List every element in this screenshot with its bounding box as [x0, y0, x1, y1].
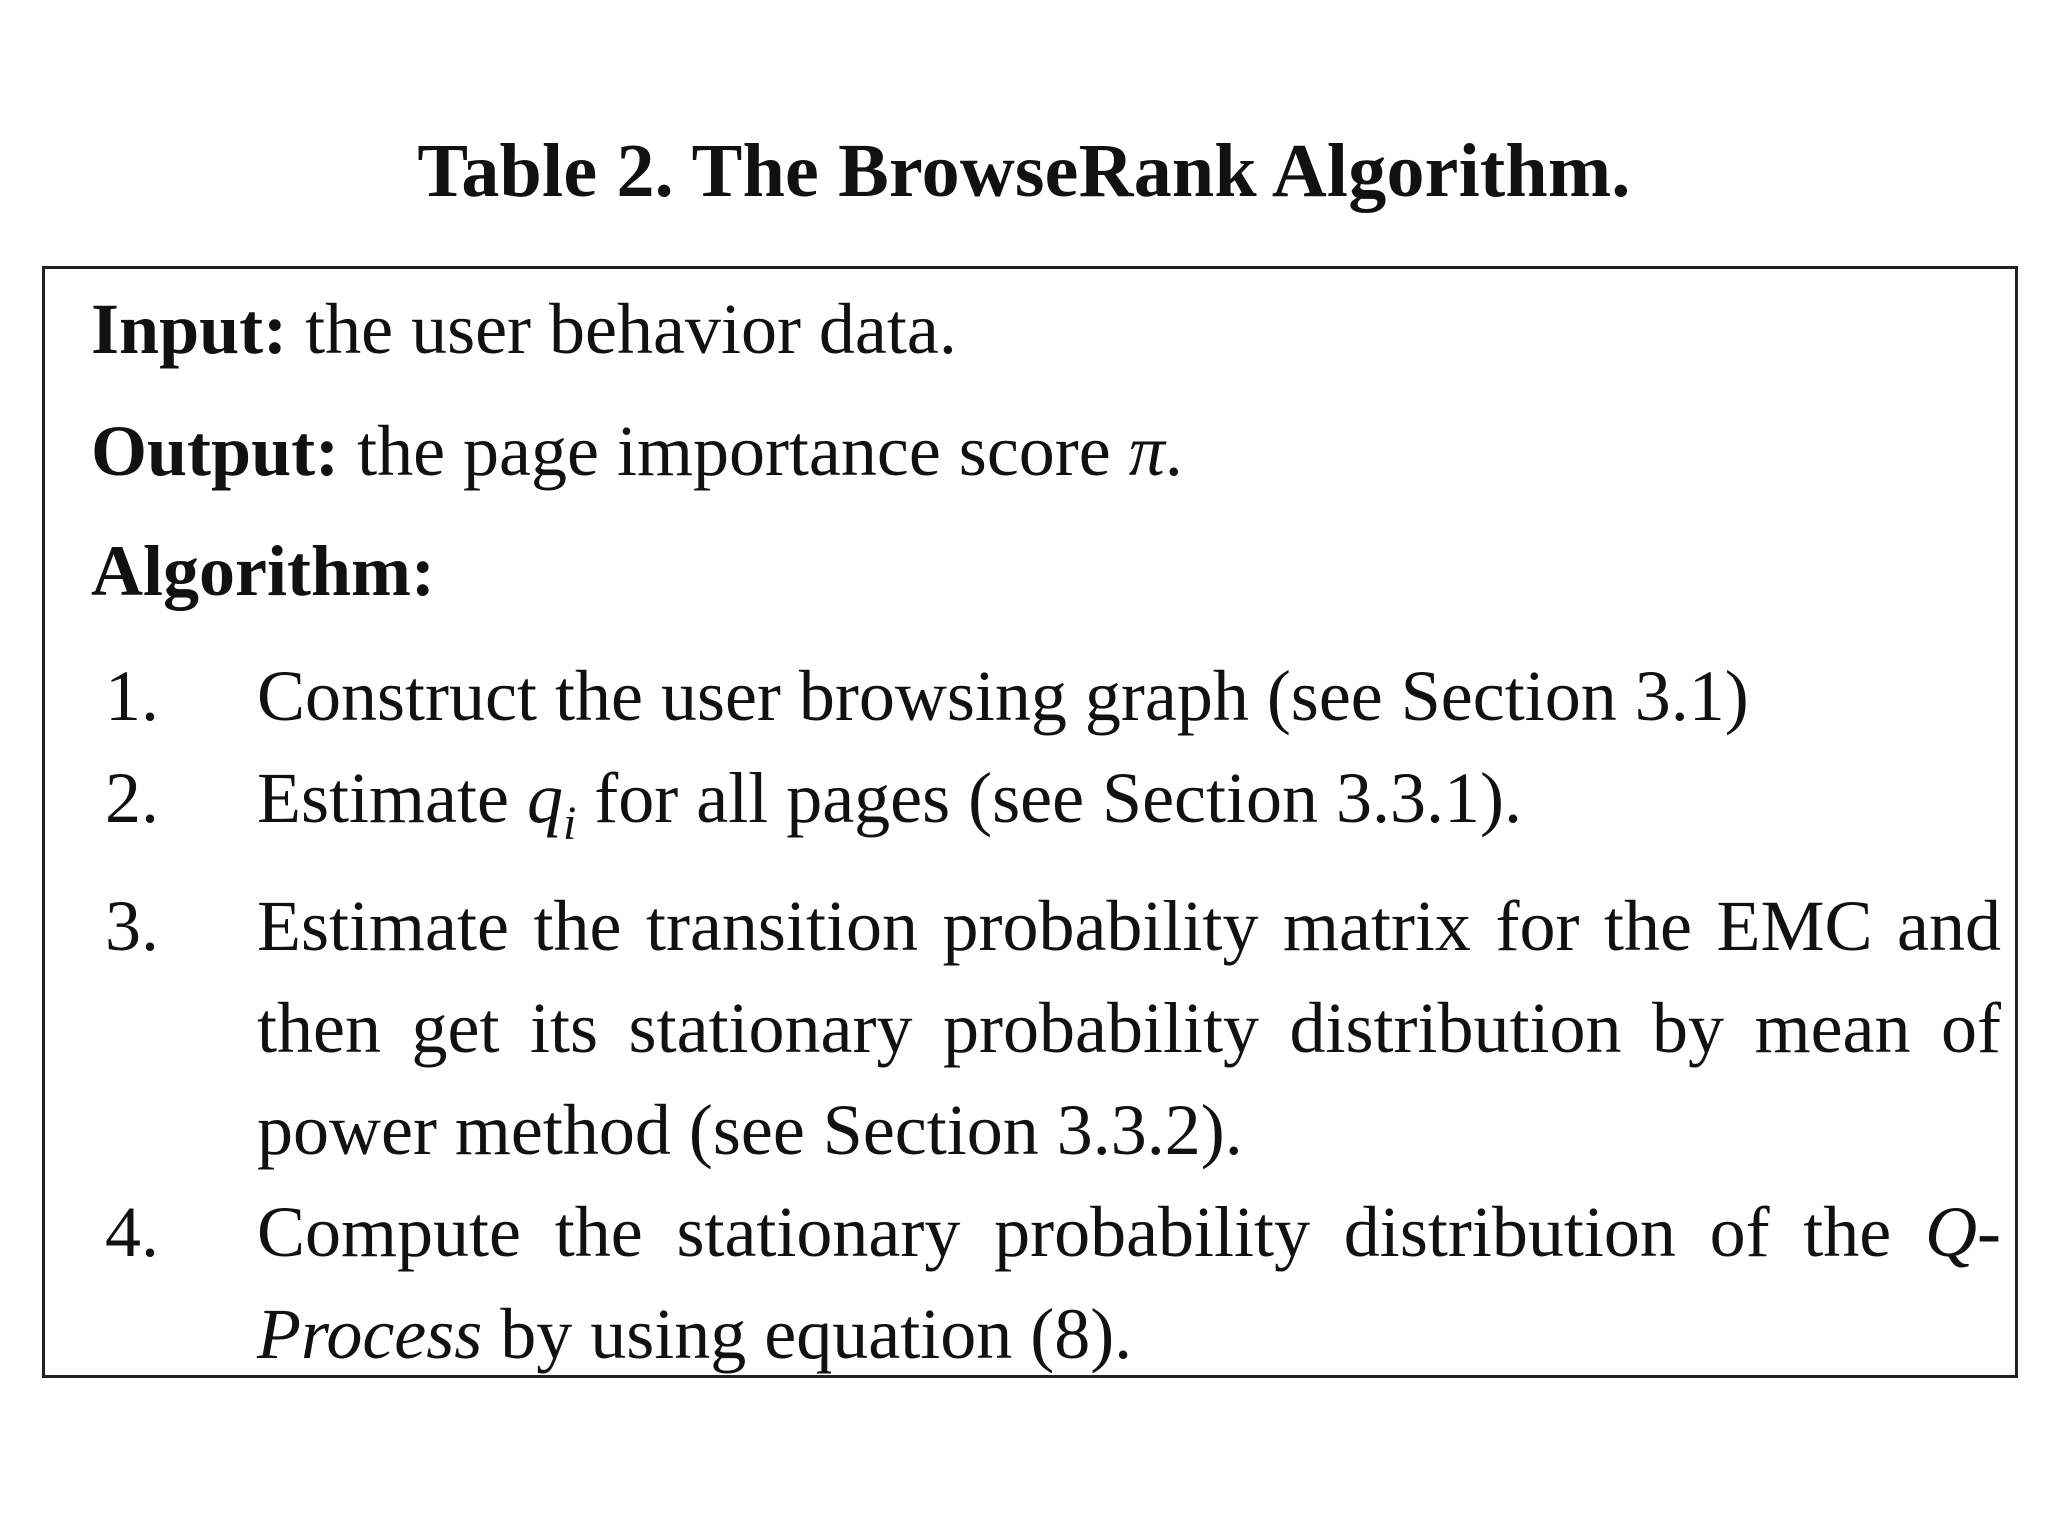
- output-text: the page importance score: [357, 411, 1111, 491]
- algorithm-steps: [105, 645, 2001, 1385]
- q-symbol: q: [526, 758, 563, 838]
- step-text-before: Compute the stationary probability distribution of the: [257, 1191, 1892, 1272]
- step-3: [105, 875, 2001, 1181]
- table-caption: Table 2. The BrowseRank Algorithm.: [417, 129, 1631, 213]
- step-number: 2.: [105, 758, 159, 838]
- step-text: [257, 1181, 2001, 1385]
- algorithm-label: Algorithm:: [91, 531, 435, 611]
- step-4: [105, 1181, 2001, 1385]
- q-subscript: i: [562, 796, 577, 850]
- input-text: the user behavior data.: [305, 289, 957, 369]
- step-text-before: Estimate: [257, 758, 509, 838]
- step-text-after: by using equation (8).: [500, 1293, 1133, 1374]
- algorithm-heading: [91, 531, 435, 611]
- input-label: Input:: [91, 289, 288, 369]
- step-number: 4.: [105, 1191, 159, 1272]
- output-pi-symbol: π: [1128, 411, 1165, 491]
- step-number: 1.: [105, 656, 159, 736]
- algorithm-box: [42, 266, 2018, 1378]
- input-line: [91, 289, 957, 369]
- step-1: [105, 645, 2001, 747]
- step-text-after: for all pages (see Section 3.3.1).: [594, 758, 1522, 838]
- step-2: [105, 747, 2001, 875]
- q-process-term: Q-Process: [257, 1191, 2001, 1374]
- step-text: Construct the user browsing graph (see Section 3.1): [257, 656, 1749, 736]
- output-line: [91, 411, 1183, 491]
- step-text: [257, 747, 2001, 875]
- step-number: 3.: [105, 885, 159, 966]
- output-label: Output:: [91, 411, 340, 491]
- output-period: .: [1164, 411, 1183, 491]
- step-text: Estimate the transition probability matrix for the EMC and then get its stationary probability distribution by mean of power method (see Section 3.3.2).: [257, 885, 2001, 1170]
